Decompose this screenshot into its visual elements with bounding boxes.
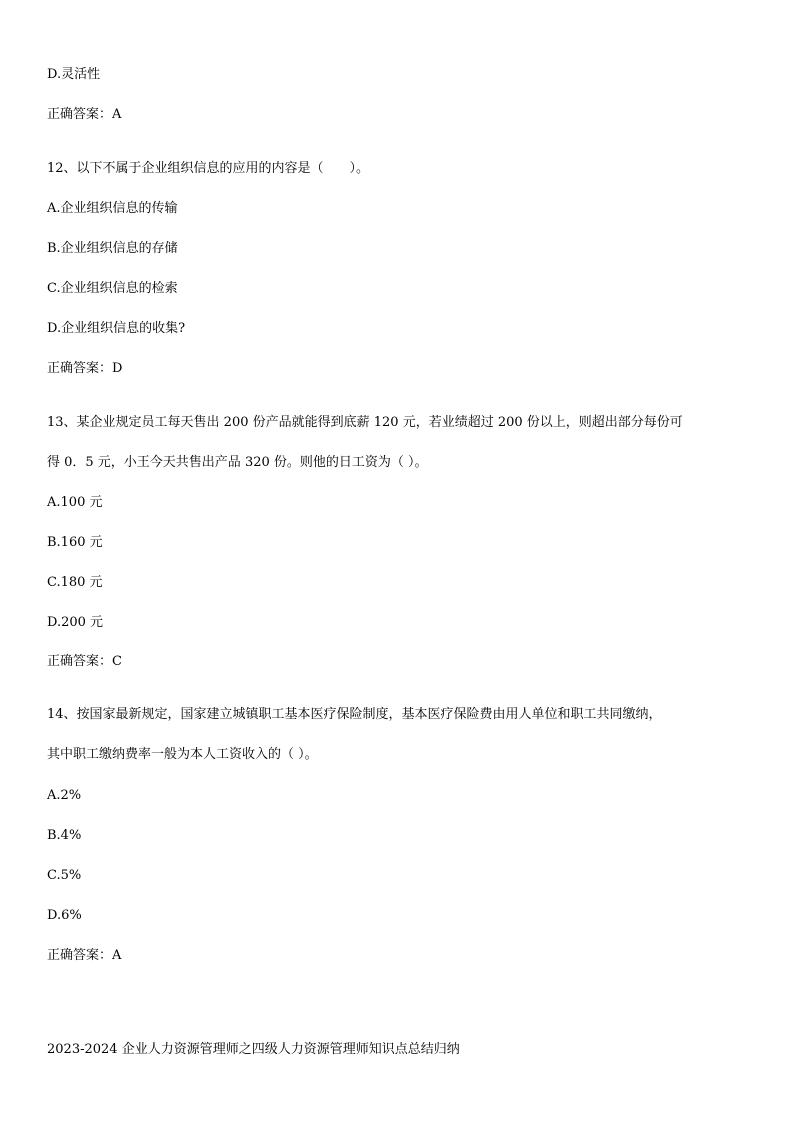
prev-answer: 正确答案：A	[47, 107, 122, 122]
prev-option-d: D.灵活性	[47, 67, 101, 82]
q14-stem-line2: 其中职工缴纳费率一般为本人工资收入的（ ）。	[47, 747, 318, 762]
q12-option-c: C.企业组织信息的检索	[47, 281, 178, 296]
q13-option-a: A.100 元	[47, 495, 103, 510]
q12-stem: 12、以下不属于企业组织信息的应用的内容是（ ）。	[47, 161, 370, 176]
footer-title: 2023-2024 企业人力资源管理师之四级人力资源管理师知识点总结归纳	[47, 1042, 460, 1057]
q13-option-b: B.160 元	[47, 535, 103, 550]
q14-answer: 正确答案：A	[47, 948, 122, 963]
q12-option-a: A.企业组织信息的传输	[47, 201, 178, 216]
q14-stem-line1: 14、按国家最新规定，国家建立城镇职工基本医疗保险制度，基本医疗保险费由用人单位和职工共同缴纳，	[47, 707, 662, 722]
q13-stem-line2: 得 0．5 元，小王今天共售出产品 320 份。则他的日工资为（ ）。	[47, 455, 428, 470]
q13-stem-line1: 13、某企业规定员工每天售出 200 份产品就能得到底薪 120 元，若业绩超过 200 份以上，则超出部分每份可	[47, 415, 683, 430]
q12-answer: 正确答案：D	[47, 361, 123, 376]
q14-option-c: C.5%	[47, 868, 82, 883]
q14-option-b: B.4%	[47, 828, 82, 843]
q13-option-c: C.180 元	[47, 575, 103, 590]
q13-answer: 正确答案：C	[47, 654, 122, 669]
q12-option-d: D.企业组织信息的收集?	[47, 321, 186, 336]
q12-option-b: B.企业组织信息的存储	[47, 241, 178, 256]
q13-option-d: D.200 元	[47, 615, 104, 630]
q14-option-a: A.2%	[47, 788, 82, 803]
q14-option-d: D.6%	[47, 908, 82, 923]
